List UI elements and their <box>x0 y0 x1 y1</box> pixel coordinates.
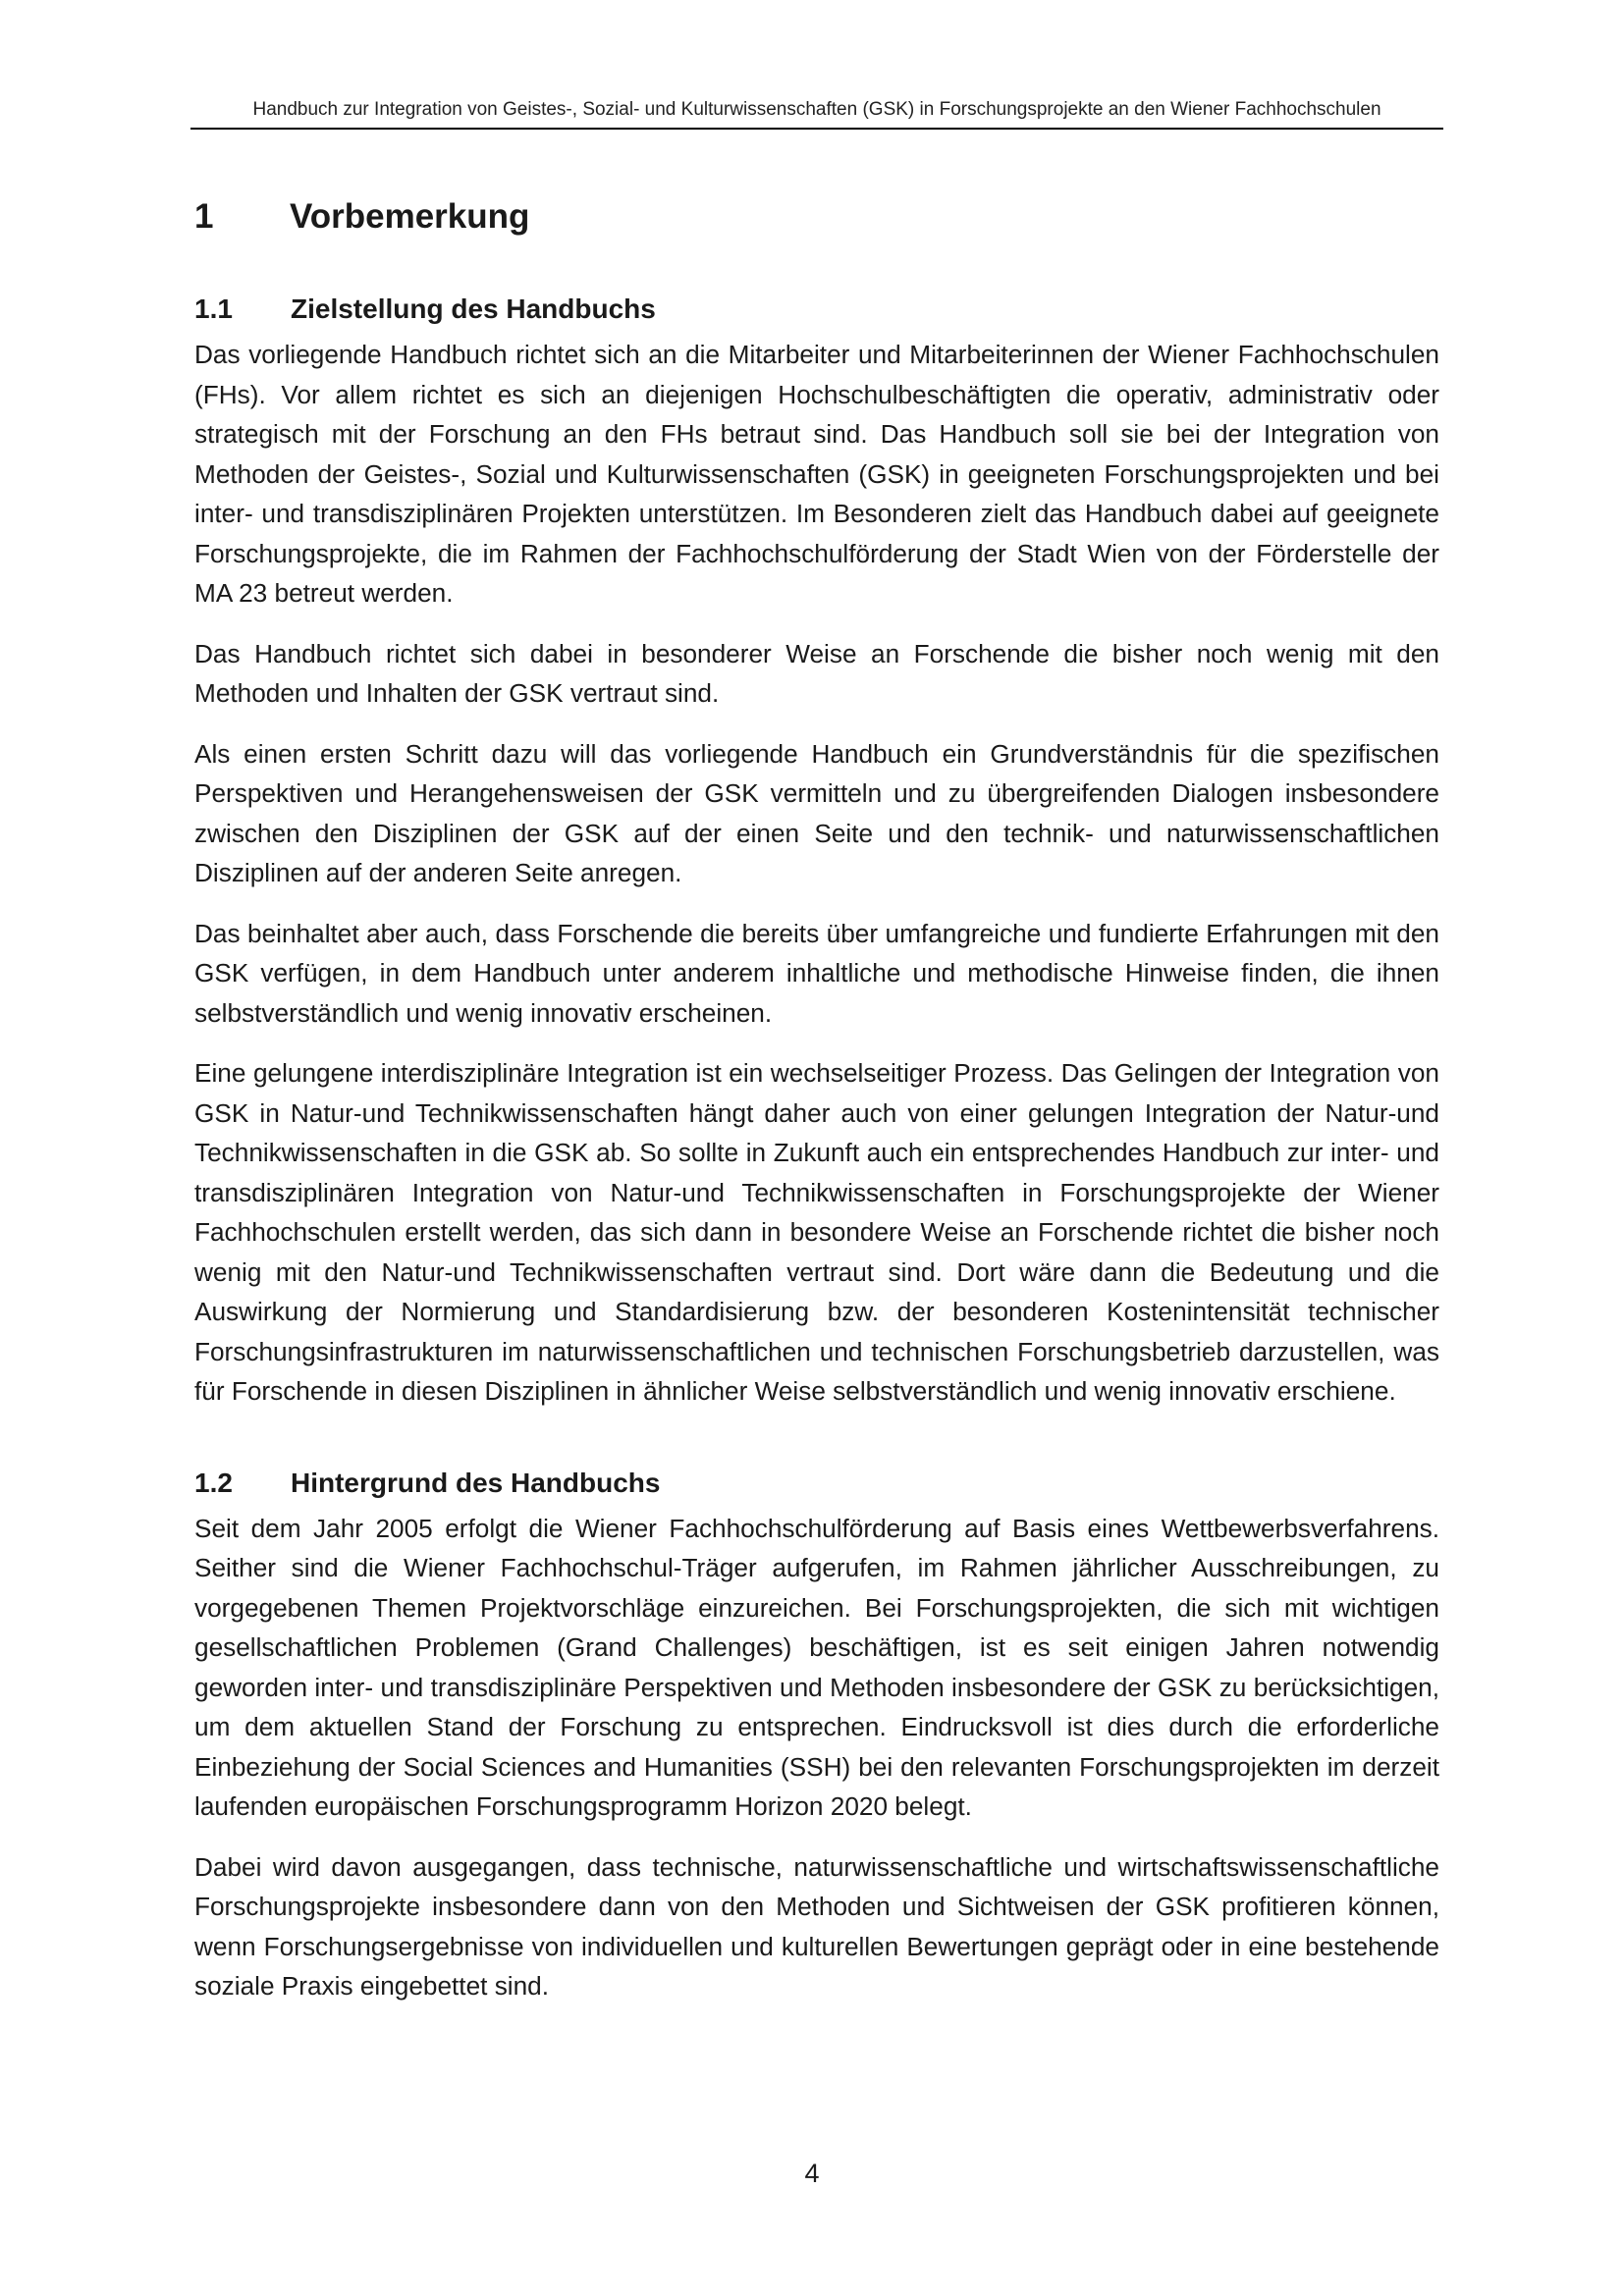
section-number: 1.1 <box>194 294 233 324</box>
section-1-2 <box>194 1464 1439 2006</box>
header-rule <box>190 128 1443 130</box>
paragraph: Eine gelungene interdisziplinäre Integration ist ein wechselseitiger Prozess. Das Gelingen der Integration von GSK in Natur-und Technikwissenschaften hängt daher auch von einer gelungen Integration der Natur-und Technikwissenschaften in die GSK ab. So sollte in Zukunft auch ein entsprechendes Handbuch zur inter- und transdisziplinären Integration von Natur-und Technikwissenschaften in Forschungsprojekte der Wiener Fachhochschulen erstellt werden, das sich dann in besondere Weise an Forschende richtet die bisher noch wenig mit den Natur-und Technikwissenschaften vertraut sind. Dort wäre dann die Bedeutung und die Auswirkung der Normierung und Standardisierung bzw. der besonderen Kostenintensität technischer Forschungsinfrastrukturen im naturwissenschaftlichen und technischen Forschungsbetrieb darzustellen, was für Forschende in diesen Disziplinen in ähnlicher Weise selbstverständlich und wenig innovativ erschiene. <box>194 1058 1439 1406</box>
paragraph: Das vorliegende Handbuch richtet sich an die Mitarbeiter und Mitarbeiterinnen der Wiener Fachhochschulen (FHs). Vor allem richtet es sich an diejenigen Hochschulbeschäftigten die operativ, administrativ oder strategisch mit der Forschung an den FHs betraut sind. Das Handbuch soll sie bei der Integration von Methoden der Geistes-, Sozial und Kulturwissenschaften (GSK) in geeigneten Forschungsprojekten und bei inter- und transdisziplinären Projekten unterstützen. Im Besonderen zielt das Handbuch dabei auf geeignete Forschungsprojekte, die im Rahmen der Fachhochschulförderung der Stadt Wien von der Förderstelle der MA 23 betreut werden. <box>194 340 1439 608</box>
chapter-number: 1 <box>194 197 214 236</box>
paragraph: Seit dem Jahr 2005 erfolgt die Wiener Fachhochschulförderung auf Basis eines Wettbewerbsverfahrens. Seither sind die Wiener Fachhochschul-Träger aufgerufen, im Rahmen jährlicher Ausschreibungen, zu vorgegebenen Themen Projektvorschläge einzureichen. Bei Forschungsprojekten, die sich mit wichtigen gesellschaftlichen Problemen (Grand Challenges) beschäftigen, ist es seit einigen Jahren notwendig geworden inter- und transdisziplinäre Perspektiven und Methoden insbesondere der GSK zu berücksichtigen, um dem aktuellen Stand der Forschung zu entsprechen. Eindrucksvoll ist dies durch die erforderliche Einbeziehung der Social Sciences and Humanities (SSH) bei den relevanten Forschungsprojekten im derzeit laufenden europäischen Forschungsprogramm Horizon 2020 belegt. <box>194 1513 1439 1821</box>
chapter-title: Vorbemerkung <box>290 197 530 236</box>
section-title: Zielstellung des Handbuchs <box>291 294 656 324</box>
running-header: Handbuch zur Integration von Geistes-, Sozial- und Kulturwissenschaften (GSK) in Forschungsprojekte an den Wiener Fachhochschulen <box>252 99 1381 120</box>
section-title: Hintergrund des Handbuchs <box>291 1467 661 1498</box>
page-content <box>194 192 1439 2027</box>
page-number: 4 <box>804 2159 820 2188</box>
section-number: 1.2 <box>194 1467 233 1498</box>
paragraph: Das Handbuch richtet sich dabei in besonderer Weise an Forschende die bisher noch wenig mit den Methoden und Inhalten der GSK vertraut sind. <box>194 638 1439 708</box>
section-heading <box>194 1464 1439 1503</box>
paragraph: Als einen ersten Schritt dazu will das vorliegende Handbuch ein Grundverständnis für die spezifischen Perspektiven und Herangehensweisen der GSK vermitteln und zu übergreifenden Dialogen insbesondere zwischen den Disziplinen der GSK auf der einen Seite und den technik- und naturwissenschaftlichen Disziplinen auf der anderen Seite anregen. <box>194 738 1439 887</box>
section-heading <box>194 290 1439 329</box>
section-1-1 <box>194 290 1439 1412</box>
section-spacer <box>194 1432 1439 1464</box>
paragraph: Das beinhaltet aber auch, dass Forschende die bereits über umfangreiche und fundierte Erfahrungen mit den GSK verfügen, in dem Handbuch unter anderem inhaltliche und methodische Hinweise finden, die ihnen selbstverständlich und wenig innovativ erscheinen. <box>194 918 1439 1028</box>
paragraph: Dabei wird davon ausgegangen, dass technische, naturwissenschaftliche und wirtschaftswissenschaftliche Forschungsprojekte insbesondere dann von den Methoden und Sichtweisen der GSK profitieren können, wenn Forschungsergebnisse von individuellen und kulturellen Bewertungen geprägt oder in eine bestehende soziale Praxis eingebettet sind. <box>194 1851 1439 2001</box>
chapter-heading <box>194 192 1439 241</box>
